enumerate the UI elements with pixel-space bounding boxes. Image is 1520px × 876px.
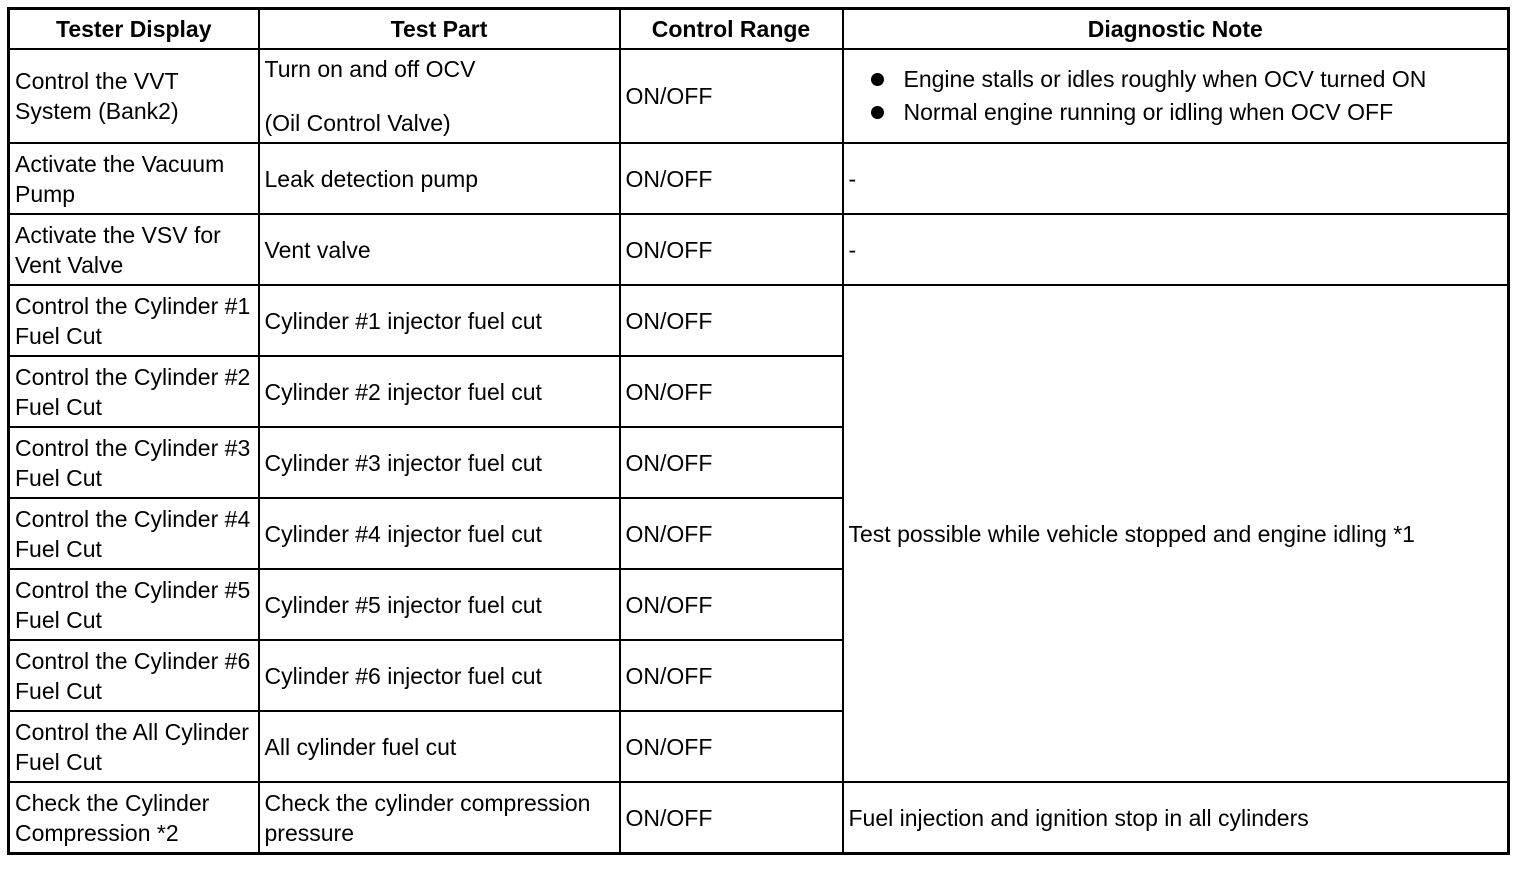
control-range-cell: ON/OFF: [620, 427, 843, 498]
tester-display-cell: Check the Cylinder Compression *2: [9, 782, 259, 854]
test-part-cell: Cylinder #4 injector fuel cut: [259, 498, 620, 569]
test-part-cell: Cylinder #3 injector fuel cut: [259, 427, 620, 498]
control-range-cell: ON/OFF: [620, 49, 843, 143]
control-range-cell: ON/OFF: [620, 285, 843, 356]
control-range-cell: ON/OFF: [620, 782, 843, 854]
test-part-spacer: [265, 84, 614, 108]
tester-display-cell: Activate the Vacuum Pump: [9, 143, 259, 214]
fuel-cut-note-cell: Test possible while vehicle stopped and engine idling *1: [843, 285, 1509, 782]
table-row: [9, 285, 1509, 356]
diagnostic-note-bullet: Engine stalls or idles roughly when OCV turned ON: [871, 63, 1503, 96]
header-control-range: Control Range: [620, 9, 843, 50]
test-part-cell: Cylinder #1 injector fuel cut: [259, 285, 620, 356]
control-range-cell: ON/OFF: [620, 143, 843, 214]
test-part-cell: Leak detection pump: [259, 143, 620, 214]
diagnostic-note-cell: [843, 49, 1509, 143]
control-range-cell: ON/OFF: [620, 711, 843, 782]
test-part-cell: Cylinder #6 injector fuel cut: [259, 640, 620, 711]
table-row: [9, 782, 1509, 854]
table-row: [9, 143, 1509, 214]
control-range-cell: ON/OFF: [620, 498, 843, 569]
header-tester-display: Tester Display: [9, 9, 259, 50]
test-part-line: (Oil Control Valve): [264, 110, 451, 136]
table-row: [9, 214, 1509, 285]
test-part-cell: [259, 49, 620, 143]
control-range-cell: ON/OFF: [620, 214, 843, 285]
diagnostic-note-cell: -: [843, 214, 1509, 285]
tester-display-cell: Control the Cylinder #5 Fuel Cut: [9, 569, 259, 640]
test-part-cell: Cylinder #2 injector fuel cut: [259, 356, 620, 427]
tester-display-cell: Activate the VSV for Vent Valve: [9, 214, 259, 285]
test-part-cell: Check the cylinder compression pressure: [259, 782, 620, 854]
diagnostic-note-bullet: Normal engine running or idling when OCV OFF: [871, 96, 1503, 129]
test-part-cell: All cylinder fuel cut: [259, 711, 620, 782]
diagnostic-note-cell: Fuel injection and ignition stop in all cylinders: [843, 782, 1509, 854]
table-row: [9, 49, 1509, 143]
diagnostic-note-list: [849, 63, 1503, 129]
table-header-row: [9, 9, 1509, 50]
header-test-part: Test Part: [259, 9, 620, 50]
control-range-cell: ON/OFF: [620, 569, 843, 640]
diagnostic-note-cell: -: [843, 143, 1509, 214]
tester-display-cell: Control the Cylinder #6 Fuel Cut: [9, 640, 259, 711]
tester-display-cell: Control the Cylinder #4 Fuel Cut: [9, 498, 259, 569]
tester-display-cell: Control the Cylinder #2 Fuel Cut: [9, 356, 259, 427]
tester-display-cell: Control the All Cylinder Fuel Cut: [9, 711, 259, 782]
active-test-table: [7, 7, 1510, 855]
control-range-cell: ON/OFF: [620, 356, 843, 427]
test-part-cell: Cylinder #5 injector fuel cut: [259, 569, 620, 640]
tester-display-cell: Control the Cylinder #1 Fuel Cut: [9, 285, 259, 356]
tester-display-cell: Control the VVT System (Bank2): [9, 49, 259, 143]
header-diagnostic-note: Diagnostic Note: [843, 9, 1509, 50]
tester-display-cell: Control the Cylinder #3 Fuel Cut: [9, 427, 259, 498]
control-range-cell: ON/OFF: [620, 640, 843, 711]
test-part-cell: Vent valve: [259, 214, 620, 285]
test-part-line: Turn on and off OCV: [264, 56, 476, 82]
